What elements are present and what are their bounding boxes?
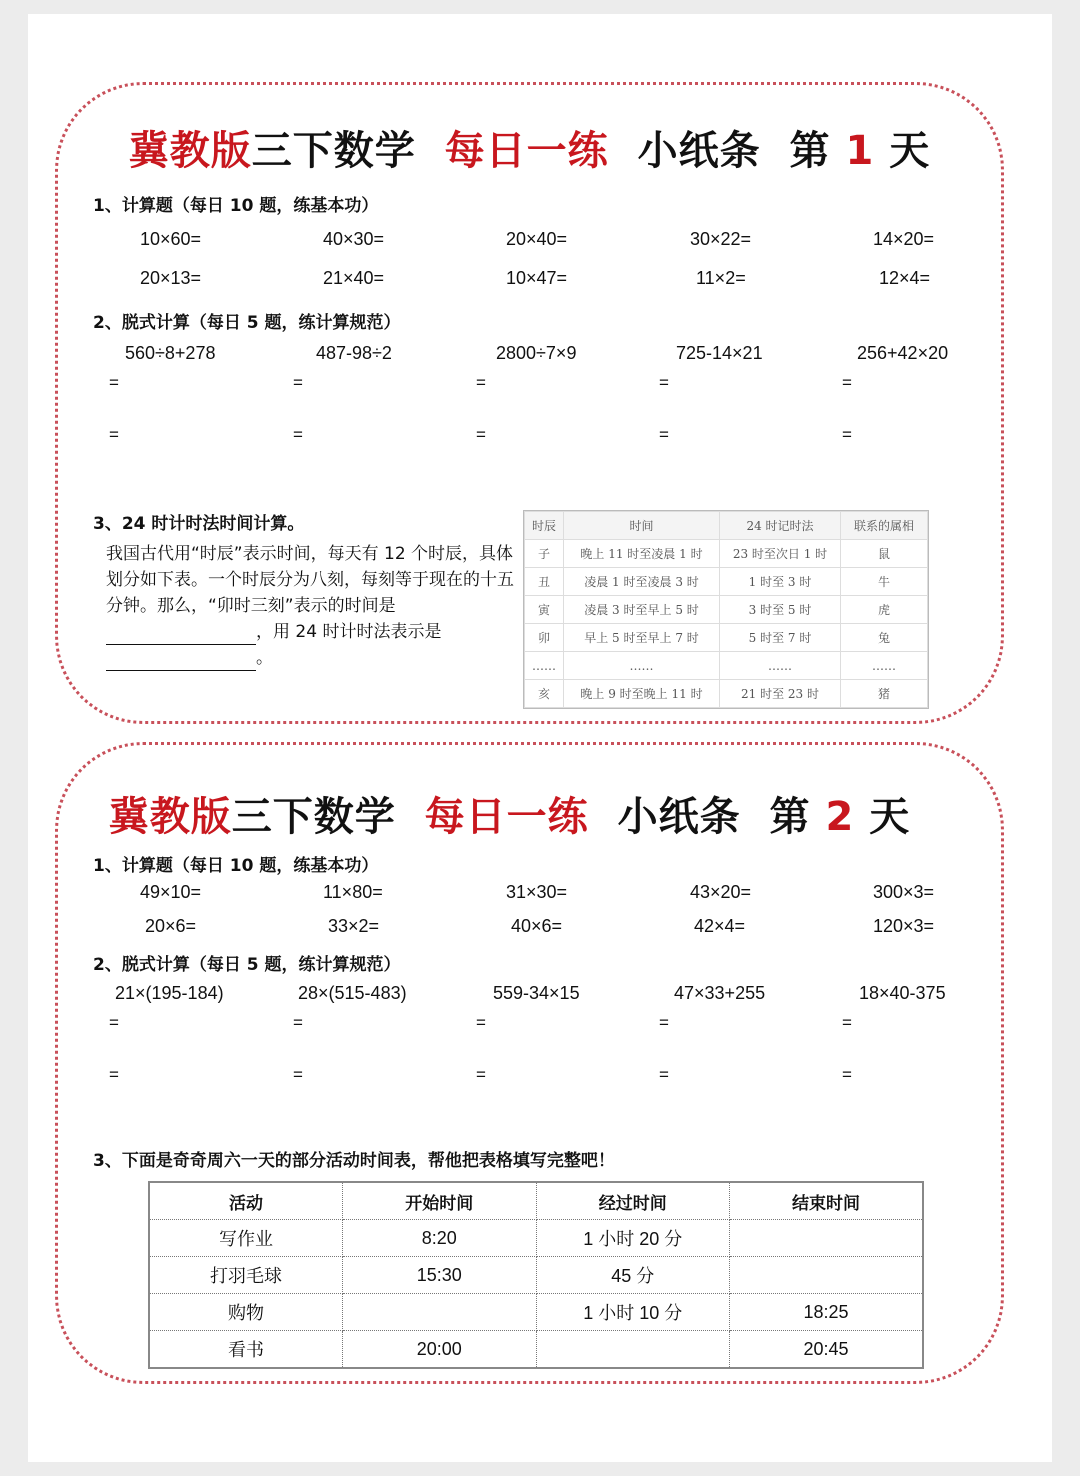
table-cell: 凌晨 3 时至早上 5 时 (564, 596, 720, 624)
table-cell: 1 小时 20 分 (536, 1220, 730, 1257)
table-cell: 购物 (149, 1294, 343, 1331)
table-cell: …… (841, 652, 928, 680)
table-cell: 20:00 (343, 1331, 537, 1369)
expr-item: 725-14×21 (676, 343, 763, 363)
equals-sign: = (842, 1013, 852, 1032)
table-cell: 鼠 (841, 540, 928, 568)
expr-item: 487-98÷2 (316, 343, 392, 363)
section3-paragraph (106, 541, 516, 671)
answer-blank-2[interactable] (106, 652, 256, 671)
calc-item: 10×60= (140, 229, 202, 249)
equals-sign: = (842, 373, 852, 392)
calc-item: 40×30= (323, 229, 385, 249)
para-text: 我国古代用“时辰”表示时间，每天有 12 个时辰，具体划分如下表。一个时辰分为八刻，每刻等于现在的十五分钟。那么，“卯时三刻”表示的时间是 (106, 544, 514, 616)
table-row (525, 568, 928, 596)
table-header: 时辰 (525, 512, 564, 540)
title-subject: 三下数学 (231, 794, 396, 840)
activity-table (148, 1181, 924, 1369)
table-row (149, 1331, 923, 1369)
table-cell: 8:20 (343, 1220, 537, 1257)
equals-sign: = (109, 1013, 119, 1032)
expr-item: 21×(195-184) (115, 983, 224, 1003)
expr-item: 18×40-375 (859, 983, 946, 1003)
table-cell: 牛 (841, 568, 928, 596)
table-cell: 亥 (525, 680, 564, 708)
table-cell: …… (525, 652, 564, 680)
calc-item: 43×20= (690, 882, 752, 902)
table-cell: 1 小时 10 分 (536, 1294, 730, 1331)
calc-item: 20×13= (140, 268, 202, 288)
table-cell: 1 时至 3 时 (720, 568, 841, 596)
table-cell: 看书 (149, 1331, 343, 1369)
table-cell: 45 分 (536, 1257, 730, 1294)
table-row (149, 1294, 923, 1331)
table-header-row (149, 1182, 923, 1220)
equals-sign: = (109, 1065, 119, 1084)
equals-sign: = (293, 425, 303, 444)
calc-item: 300×3= (873, 882, 935, 902)
equals-sign: = (659, 1065, 669, 1084)
para-text: 。 (256, 648, 273, 668)
title-tian: 天 (869, 794, 911, 840)
title-note: 小纸条 (617, 794, 741, 840)
section1-label: 1、计算题（每日 10 题，练基本功） (93, 196, 379, 216)
day2-title (38, 785, 981, 842)
table-cell: 晚上 9 时至晚上 11 时 (564, 680, 720, 708)
title-note: 小纸条 (637, 128, 761, 174)
calc-item: 120×3= (873, 916, 935, 936)
equals-sign: = (842, 1065, 852, 1084)
table-header: 时间 (564, 512, 720, 540)
day1-title (58, 119, 1001, 176)
calc-item: 11×80= (323, 882, 383, 902)
table-cell: 晚上 11 时至凌晨 1 时 (564, 540, 720, 568)
table-cell: 23 时至次日 1 时 (720, 540, 841, 568)
table-cell: 20:45 (730, 1331, 924, 1369)
section3-label: 3、24 时计时法时间计算。 (93, 514, 305, 534)
calc-item: 21×40= (323, 268, 385, 288)
section2-label: 2、脱式计算（每日 5 题，练计算规范） (93, 955, 401, 975)
calc-item: 20×40= (506, 229, 568, 249)
calc-item: 11×2= (696, 268, 746, 288)
calc-item: 42×4= (694, 916, 746, 936)
section2-label: 2、脱式计算（每日 5 题，练计算规范） (93, 313, 401, 333)
shichen-table (524, 511, 928, 708)
title-di: 第 (769, 794, 811, 840)
table-cell: 写作业 (149, 1220, 343, 1257)
expr-item: 28×(515-483) (298, 983, 407, 1003)
calc-item: 14×20= (873, 229, 935, 249)
table-cell: 丑 (525, 568, 564, 596)
table-row (525, 680, 928, 708)
day2-card (55, 742, 1004, 1384)
equals-sign: = (293, 373, 303, 392)
equals-sign: = (659, 1013, 669, 1032)
section1-label: 1、计算题（每日 10 题，练基本功） (93, 856, 379, 876)
answer-blank-1[interactable] (106, 626, 256, 645)
table-header: 经过时间 (536, 1182, 730, 1220)
title-daily: 每日一练 (444, 128, 609, 174)
equals-sign: = (476, 1065, 486, 1084)
day1-card (55, 82, 1004, 724)
equals-sign: = (293, 1013, 303, 1032)
table-cell: 虎 (841, 596, 928, 624)
table-row (525, 624, 928, 652)
table-row (149, 1257, 923, 1294)
table-row (525, 652, 928, 680)
equals-sign: = (659, 425, 669, 444)
expr-item: 256+42×20 (857, 343, 949, 363)
calc-item: 30×22= (690, 229, 752, 249)
table-cell: 子 (525, 540, 564, 568)
table-cell: 打羽毛球 (149, 1257, 343, 1294)
section3-label: 3、下面是奇奇周六一天的部分活动时间表，帮他把表格填写完整吧！ (93, 1151, 615, 1171)
table-cell: 凌晨 1 时至凌晨 3 时 (564, 568, 720, 596)
equals-sign: = (476, 425, 486, 444)
calc-item: 40×6= (511, 916, 563, 936)
answer-cell[interactable] (730, 1220, 924, 1257)
table-header: 24 时记时法 (720, 512, 841, 540)
answer-cell[interactable] (536, 1331, 730, 1369)
title-day-number: 2 (825, 794, 855, 840)
table-row (525, 540, 928, 568)
equals-sign: = (476, 373, 486, 392)
para-text: ，用 24 时计时法表示是 (256, 622, 442, 642)
table-header: 联系的属相 (841, 512, 928, 540)
table-cell: 卯 (525, 624, 564, 652)
table-cell: …… (720, 652, 841, 680)
table-cell: 15:30 (343, 1257, 537, 1294)
calc-item: 33×2= (328, 916, 380, 936)
title-di: 第 (789, 128, 831, 174)
table-cell: 早上 5 时至早上 7 时 (564, 624, 720, 652)
title-day-number: 1 (845, 128, 875, 174)
calc-item: 49×10= (140, 882, 202, 902)
table-header: 开始时间 (343, 1182, 537, 1220)
table-cell: 兔 (841, 624, 928, 652)
expr-item: 2800÷7×9 (496, 343, 577, 363)
table-cell: 寅 (525, 596, 564, 624)
equals-sign: = (109, 425, 119, 444)
expr-item: 559-34×15 (493, 983, 580, 1003)
table-row (149, 1220, 923, 1257)
equals-sign: = (842, 425, 852, 444)
expr-item: 560÷8+278 (125, 343, 216, 363)
title-edition: 冀教版 (108, 794, 232, 840)
calc-item: 31×30= (506, 882, 568, 902)
table-cell: 21 时至 23 时 (720, 680, 841, 708)
table-cell: 5 时至 7 时 (720, 624, 841, 652)
equals-sign: = (109, 373, 119, 392)
expr-item: 47×33+255 (674, 983, 766, 1003)
equals-sign: = (476, 1013, 486, 1032)
answer-cell[interactable] (730, 1257, 924, 1294)
calc-item: 10×47= (506, 268, 568, 288)
title-daily: 每日一练 (424, 794, 589, 840)
table-cell: 猪 (841, 680, 928, 708)
table-cell: …… (564, 652, 720, 680)
title-subject: 三下数学 (251, 128, 416, 174)
equals-sign: = (293, 1065, 303, 1084)
calc-item: 20×6= (145, 916, 197, 936)
equals-sign: = (659, 373, 669, 392)
calc-item: 12×4= (879, 268, 931, 288)
table-row (525, 596, 928, 624)
title-tian: 天 (889, 128, 931, 174)
table-cell: 3 时至 5 时 (720, 596, 841, 624)
table-header: 活动 (149, 1182, 343, 1220)
table-cell: 18:25 (730, 1294, 924, 1331)
table-header: 结束时间 (730, 1182, 924, 1220)
answer-cell[interactable] (343, 1294, 537, 1331)
title-edition: 冀教版 (128, 128, 252, 174)
